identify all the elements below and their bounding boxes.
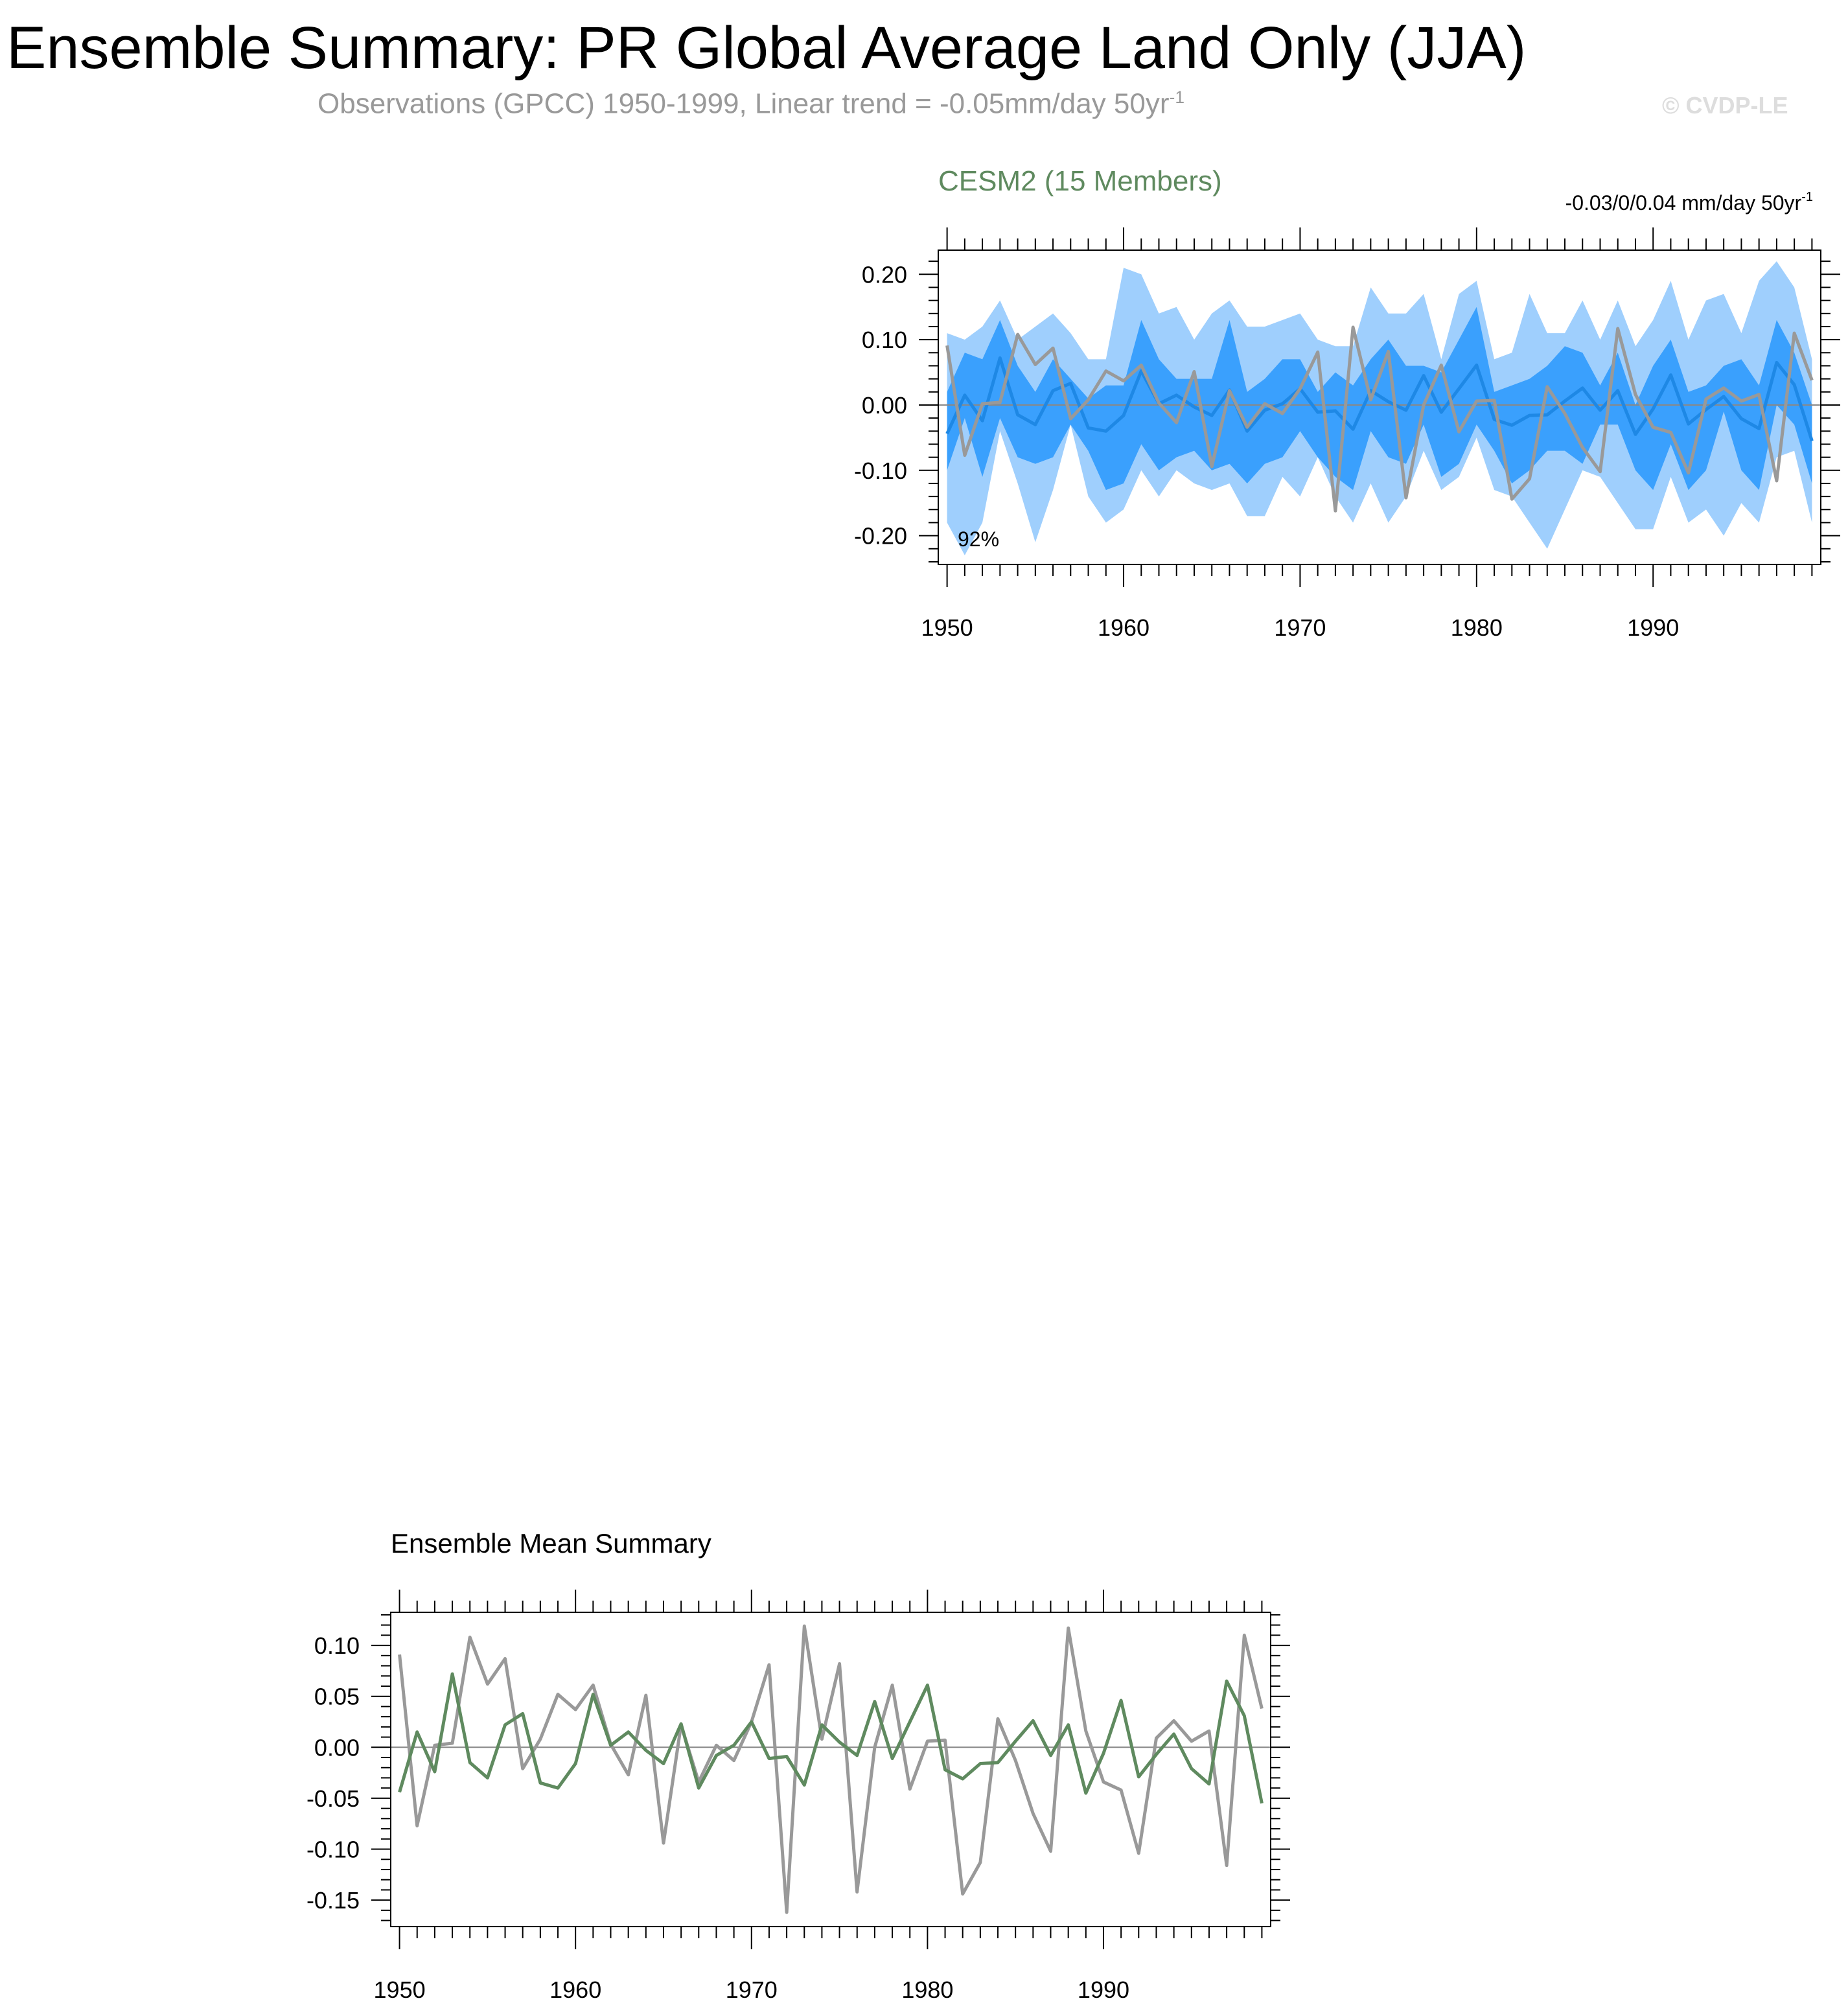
x-tick-label: 1950 (373, 1976, 426, 2003)
trend-label-text: -0.03/0/0.04 mm/day 50yr (1565, 191, 1802, 214)
y-tick-label: 0.00 (861, 391, 907, 419)
percent-annotation: 92% (958, 527, 1000, 551)
trend-label (1565, 190, 1813, 214)
y-tick-label: -0.05 (306, 1785, 360, 1812)
subtitle-superscript: -1 (1169, 87, 1184, 107)
y-tick-label: -0.10 (306, 1836, 360, 1863)
x-tick-label: 1960 (1097, 614, 1150, 641)
copyright-watermark: © CVDP-LE (1662, 92, 1788, 119)
y-tick-label: -0.15 (306, 1887, 360, 1914)
y-tick-label: 0.20 (861, 261, 907, 288)
y-tick-label: 0.10 (861, 327, 907, 354)
x-tick-label: 1970 (725, 1976, 778, 2003)
page-title: Ensemble Summary: PR Global Average Land Only (JJA) (6, 15, 1527, 81)
x-tick-label: 1990 (1627, 614, 1680, 641)
x-tick-label: 1960 (549, 1976, 602, 2003)
subtitle-text: Observations (GPCC) 1950-1999, Linear trend = -0.05mm/day 50yr (318, 87, 1170, 120)
series-line-observations-gpcc- (400, 1626, 1262, 1912)
series-line-cesm2-ensemble-mean (400, 1674, 1262, 1803)
chart-1 (854, 165, 1840, 641)
y-tick-label: -0.10 (853, 457, 907, 484)
chart-2 (306, 1528, 1290, 2003)
trend-label-superscript: -1 (1801, 190, 1813, 204)
y-tick-label: -0.20 (853, 522, 907, 550)
y-tick-label: 0.05 (314, 1683, 360, 1710)
y-tick-label: 0.10 (314, 1632, 360, 1660)
x-tick-label: 1980 (1450, 614, 1503, 641)
chart-title: Ensemble Mean Summary (391, 1528, 711, 1559)
x-tick-label: 1990 (1077, 1976, 1130, 2003)
y-tick-label: 0.00 (314, 1734, 360, 1761)
x-tick-label: 1970 (1274, 614, 1326, 641)
x-tick-label: 1980 (901, 1976, 954, 2003)
chart-title: CESM2 (15 Members) (938, 165, 1222, 197)
x-tick-label: 1950 (921, 614, 973, 641)
